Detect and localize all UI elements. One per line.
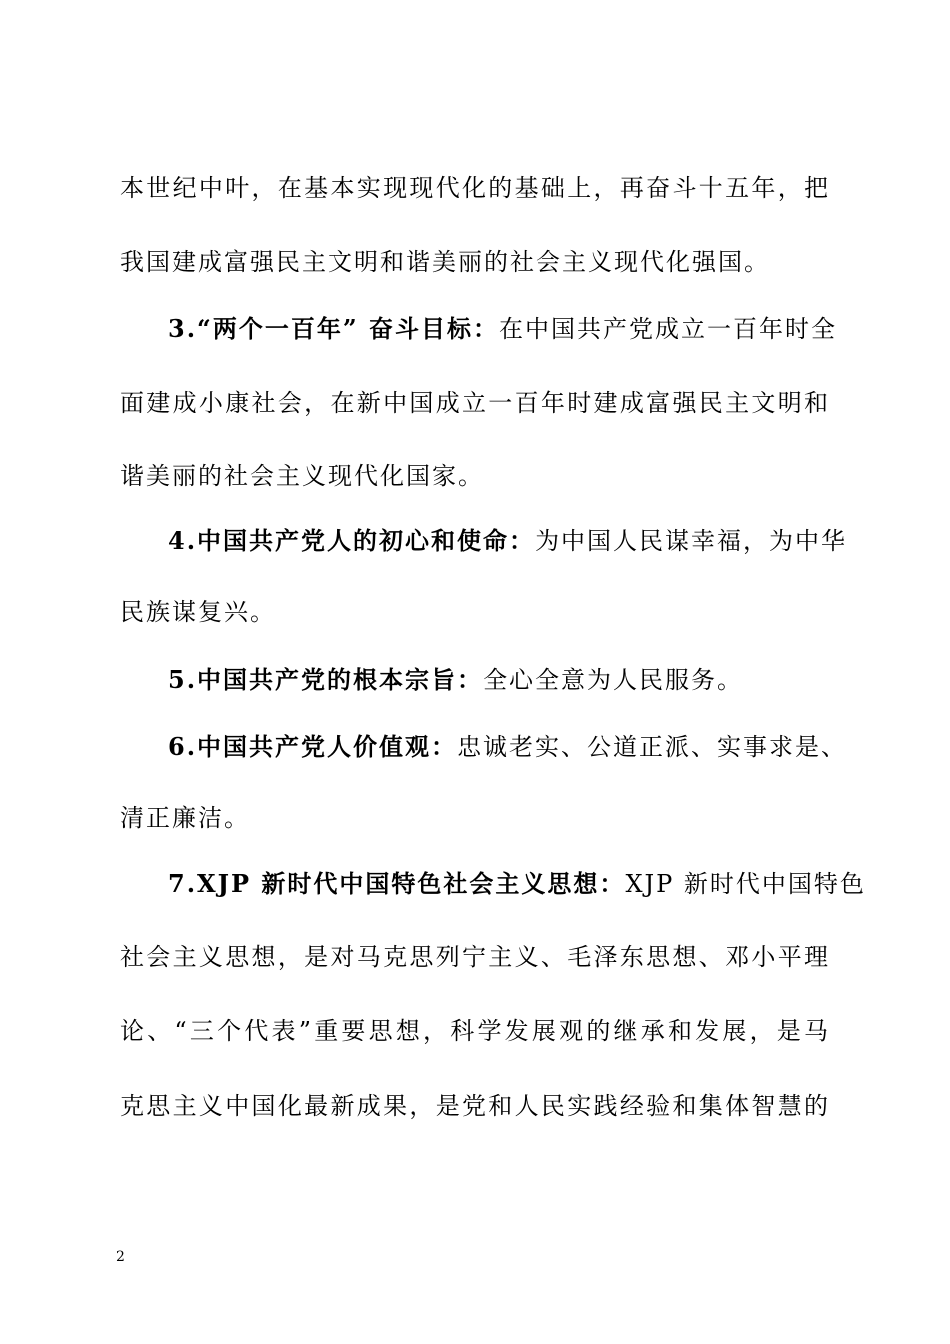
line-text: 在中国共产党成立一百年时全 [499, 315, 838, 343]
body-text-line [120, 1011, 830, 1051]
body-text-line [120, 383, 830, 423]
section-7-line [168, 864, 866, 904]
body-text-line [120, 456, 830, 496]
page-number: 2 [116, 1249, 125, 1265]
line-text: 论、“三个代表”重要思想，科学发展观的继承和发展，是马 [120, 1017, 830, 1045]
section-heading: 6.中国共产党人价值观： [168, 732, 458, 761]
line-text: XJP 新时代中国特色 [625, 870, 866, 898]
body-text-line [120, 937, 830, 977]
line-text: 我国建成富强民主文明和谐美丽的社会主义现代化强国。 [120, 248, 770, 276]
section-heading: 3.“两个一百年” 奋斗目标： [168, 314, 500, 343]
body-text-line [120, 1086, 830, 1126]
section-heading: 7.XJP 新时代中国特色社会主义思想： [168, 869, 626, 898]
body-text-line [120, 798, 830, 838]
line-text: 为中国人民谋幸福，为中华 [535, 527, 848, 555]
line-text: 忠诚老实、公道正派、实事求是、 [457, 733, 848, 761]
line-text: 清正廉洁。 [120, 804, 250, 832]
section-heading: 4.中国共产党人的初心和使命： [168, 526, 536, 555]
section-5-line [168, 660, 830, 700]
body-text-line [120, 592, 830, 632]
line-text: 克思主义中国化最新成果，是党和人民实践经验和集体智慧的 [120, 1092, 830, 1120]
section-6-line [168, 727, 848, 767]
line-text: 全心全意为人民服务。 [483, 666, 744, 694]
body-text-line [120, 168, 830, 208]
line-text: 民族谋复兴。 [120, 598, 276, 626]
body-text-line [120, 242, 830, 282]
section-heading: 5.中国共产党的根本宗旨： [168, 665, 484, 694]
line-text: 谐美丽的社会主义现代化国家。 [120, 462, 484, 490]
section-3-line [168, 309, 838, 349]
section-4-line [168, 521, 848, 561]
line-text: 本世纪中叶，在基本实现现代化的基础上，再奋斗十五年，把 [120, 174, 830, 202]
line-text: 社会主义思想，是对马克思列宁主义、毛泽东思想、邓小平理 [120, 943, 830, 971]
line-text: 面建成小康社会，在新中国成立一百年时建成富强民主文明和 [120, 389, 830, 417]
